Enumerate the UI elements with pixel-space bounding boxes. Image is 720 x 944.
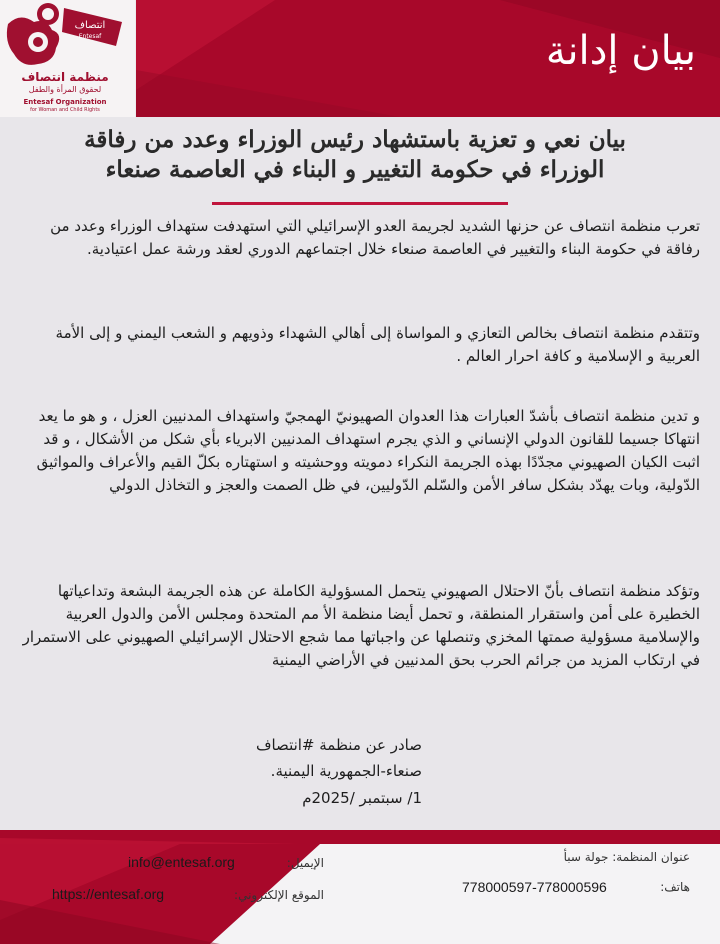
- footer-email-label: الإيميل:: [286, 856, 324, 870]
- footer-website-label: الموقع الإلكتروني:: [234, 888, 324, 902]
- logo-sub-en: for Woman and Child Rights: [30, 107, 100, 113]
- signature-location: صنعاء-الجمهورية اليمنية.: [270, 762, 422, 780]
- footer-phone-label: هاتف:: [660, 880, 690, 894]
- headline-line-2: الوزراء في حكومة التغيير و البناء في العاصمة صنعاء: [105, 156, 605, 183]
- logo-name-en: Entesaf Organization: [23, 98, 107, 106]
- header: [0, 0, 720, 117]
- footer: [0, 830, 720, 944]
- logo-mark-icon: [4, 2, 130, 70]
- headline-line-1: بيان نعي و تعزية باستشهاد رئيس الوزراء وعدد من رفاقة: [84, 126, 626, 153]
- paragraph-3: و تدين منظمة انتصاف بأشدّ العبارات هذا العدوان الصهيونيّ الهمجيّ واستهداف المدنيين العزل ، و هو ما يعد انتهاكا جسيما للقانون الدولي الإنساني و الذي يجرم استهداف المدنيين الابرياء بأي شكل من الأشكال ، و قد اثبت الكيان الصهيوني مجدّدًا بهذه الجريمة النكراء دمويته ووحشيته و استهتاره بكلّ القيم والأعراف والمواثيق الدّولية، وبات يهدّد بشكل سافر الأمن والسّلم الدّوليين، في ظل الصمت والعجز و التخاذل الدولي: [36, 407, 700, 494]
- paragraph-4: وتؤكد منظمة انتصاف بأنّ الاحتلال الصهيوني يتحمل المسؤولية الكاملة عن هذه الجريمة البشعة وتداعياتها الخطيرة على أمن واستقرار المنطقة، و تحمل أيضا منظمة الأ مم المتحدة ومجلس الأمن والدول العربية والإسلامية مسؤولية صمتها المخزي وتنصلها عن واجباتها مما شجع الاحتلال الإسرائيلي الصهيوني على الاستمرار في ارتكاب المزيد من جرائم الحرب بحق المدنيين في الأراضي اليمنية: [22, 582, 700, 669]
- footer-email-link[interactable]: info@entesaf.org: [128, 854, 235, 870]
- banner-title: بيان إدانة: [545, 28, 696, 74]
- headline-divider: [212, 202, 508, 205]
- footer-address: عنوان المنظمة: جولة سبأ: [563, 850, 690, 864]
- logo: [0, 0, 135, 117]
- paragraph-2: وتتقدم منظمة انتصاف بخالص التعازي و المواساة إلى أهالي الشهداء وذويهم و الشعب اليمني و إلى الأمة العربية و الإسلامية و كافة احرار العالم .: [55, 324, 700, 365]
- logo-sub-ar: لحقوق المرأة والطفل: [28, 85, 102, 94]
- statement-headline: [30, 125, 680, 185]
- paragraph-1: تعرب منظمة انتصاف عن حزنها الشديد لجريمة العدو الإسرائيلي التي استهدفت ستهداف الوزراء وعدد من رفاقة في حكومة البناء والتغيير في العاصمة صنعاء خلال اجتماعهم الدوري لعقد ورشة عمل اعتيادية.: [50, 217, 700, 258]
- footer-phone-value: 778000597-778000596: [462, 879, 607, 895]
- logo-mark-text: انتصاف: [74, 20, 106, 31]
- signature-date: 1/ سبتمبر /2025م: [302, 789, 422, 807]
- logo-mark-sub: Entesaf: [78, 33, 102, 40]
- footer-website-link[interactable]: https://entesaf.org: [52, 886, 165, 902]
- logo-name-ar: منظمة انتصاف: [21, 70, 109, 84]
- signature-issuer: صادر عن منظمة #انتصاف: [255, 736, 422, 754]
